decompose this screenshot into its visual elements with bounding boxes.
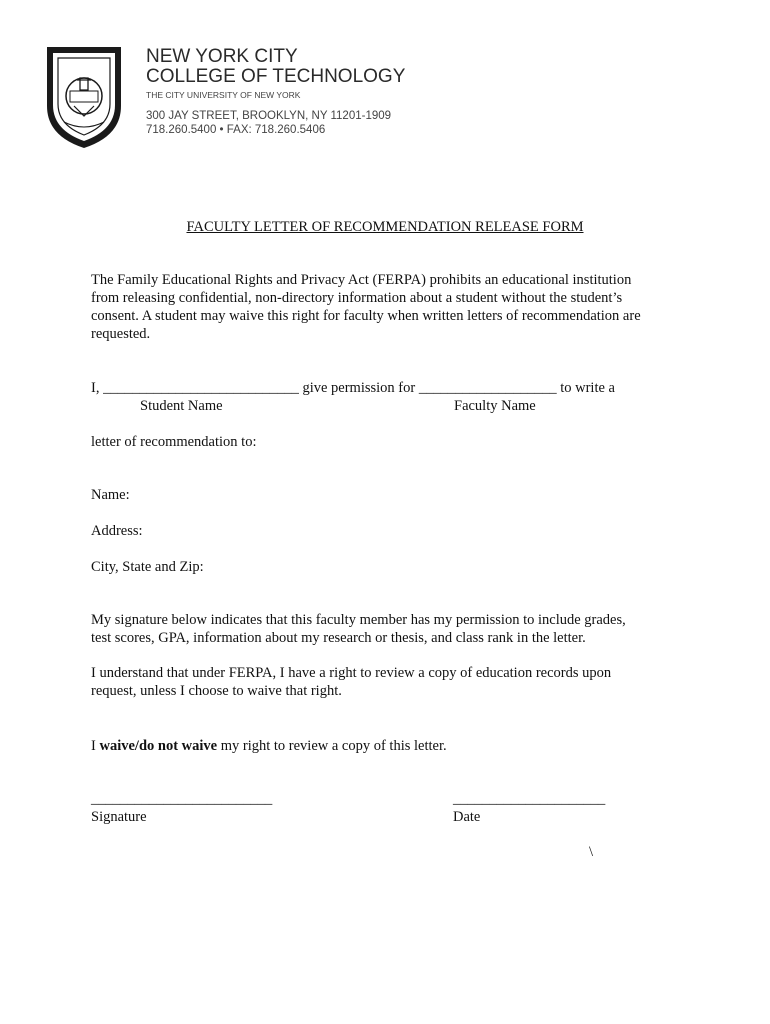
waive-suffix: my right to review a copy of this letter. — [217, 738, 447, 754]
institution-phone-fax: 718.260.5400 • FAX: 718.260.5406 — [146, 124, 326, 136]
date-field: _____________________ — [453, 791, 606, 807]
date-label: Date — [453, 809, 481, 825]
review-para-line: I understand that under FERPA, I have a right to review a copy of education records upon — [91, 665, 612, 681]
signature-label: Signature — [91, 809, 147, 825]
signature-field: _________________________ — [91, 791, 273, 807]
do-not-waive-option: do not waive — [138, 738, 218, 754]
ferpa-line: from releasing confidential, non-directory information about a student without the student’s — [91, 290, 623, 306]
institution-affiliation: THE CITY UNIVERSITY OF NEW YORK — [146, 90, 301, 100]
waive-option: waive — [99, 738, 135, 754]
ferpa-line: consent. A student may waive this right for faculty when written letters of recommendation are — [91, 308, 641, 324]
ferpa-line: The Family Educational Rights and Privacy Act (FERPA) prohibits an educational institution — [91, 272, 632, 288]
stray-mark: \ — [589, 844, 594, 860]
waive-slash: / — [134, 738, 139, 754]
recipient-address-label: Address: — [91, 523, 143, 539]
institution-name-line-2: COLLEGE OF TECHNOLOGY — [146, 66, 406, 87]
signature-permission-paragraph — [91, 611, 681, 647]
ferpa-paragraph — [91, 271, 681, 343]
letter-recipient-heading: letter of recommendation to: — [91, 434, 257, 450]
signature-para-line: My signature below indicates that this faculty member has my permission to include grades, — [91, 612, 626, 628]
waive-prefix: I — [91, 738, 100, 754]
college-seal-logo — [44, 44, 124, 150]
student-name-label: Student Name — [140, 398, 223, 414]
review-para-line: request, unless I choose to waive that right. — [91, 683, 342, 699]
faculty-name-label: Faculty Name — [454, 398, 536, 414]
form-title: FACULTY LETTER OF RECOMMENDATION RELEASE FORM — [186, 219, 584, 235]
institution-name-line-1: NEW YORK CITY — [146, 46, 298, 67]
institution-address: 300 JAY STREET, BROOKLYN, NY 11201-1909 — [146, 110, 392, 122]
permission-line: I, ___________________________ give permission for ___________________ to write a — [91, 380, 615, 396]
review-rights-paragraph — [91, 664, 681, 700]
waive-statement — [91, 737, 447, 755]
recipient-city-label: City, State and Zip: — [91, 559, 204, 575]
signature-para-line: test scores, GPA, information about my research or thesis, and class rank in the letter. — [91, 630, 586, 646]
recipient-name-label: Name: — [91, 487, 130, 503]
ferpa-line: requested. — [91, 326, 151, 342]
